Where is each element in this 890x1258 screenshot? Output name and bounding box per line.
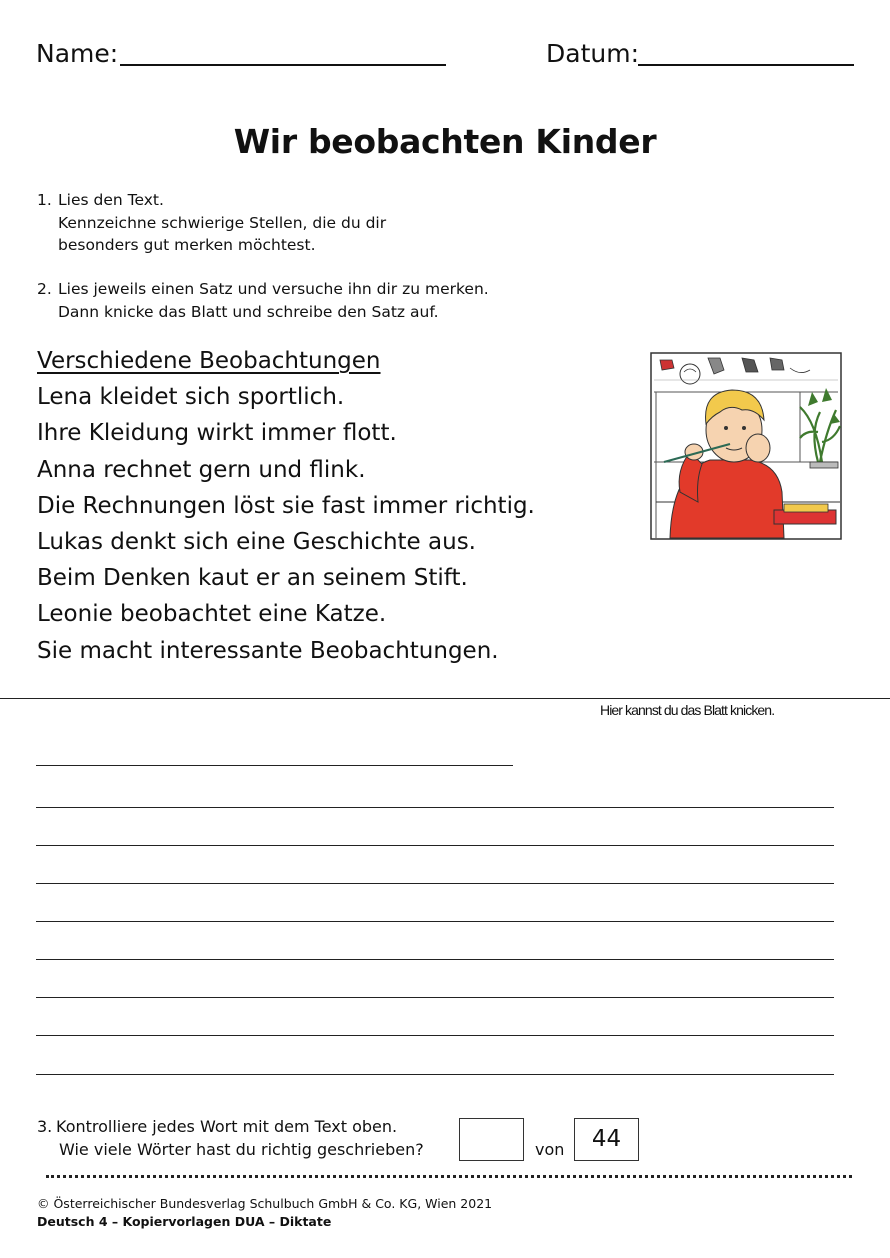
footer-series [37, 1214, 331, 1229]
task-2-line: Lies jeweils einen Satz und versuche ihn dir zu merken. [58, 280, 489, 298]
story-sentence: Die Rechnungen löst sie fast immer richtig. [37, 492, 535, 519]
story-sentence: Anna rechnet gern und flink. [37, 456, 366, 483]
date-label: Datum: [546, 39, 639, 68]
correct-words-box[interactable] [459, 1118, 524, 1161]
name-field[interactable] [120, 64, 446, 66]
writing-line[interactable] [36, 997, 834, 998]
task-2-number: 2. [37, 280, 52, 298]
story-text [37, 343, 637, 669]
writing-line[interactable] [36, 1035, 834, 1036]
task-1-line: Lies den Text. [58, 191, 164, 209]
task-2-line: Dann knicke das Blatt und schreibe den Satz auf. [58, 302, 439, 321]
name-label: Name: [36, 39, 119, 68]
story-sentence: Lena kleidet sich sportlich. [37, 384, 345, 411]
story-sentence: Lukas denkt sich eine Geschichte aus. [37, 529, 476, 556]
story-sentence: Leonie beobachtet eine Katze. [37, 601, 387, 628]
writing-line[interactable] [36, 921, 834, 922]
task-1-number: 1. [37, 191, 52, 209]
fold-line[interactable] [0, 698, 890, 699]
fold-hint: Hier kannst du das Blatt knicken. [600, 702, 775, 718]
footer-series-text: Deutsch 4 – Kopiervorlagen DUA – Diktate [37, 1214, 332, 1229]
writing-line[interactable] [36, 765, 513, 766]
boy-thinking-illustration [650, 352, 842, 540]
writing-line[interactable] [36, 807, 834, 808]
von-label: von [535, 1140, 565, 1159]
task-1 [37, 189, 557, 257]
writing-line[interactable] [36, 883, 834, 884]
writing-line[interactable] [36, 845, 834, 846]
dotted-cut-line [46, 1175, 852, 1178]
footer-copyright: © Österreichischer Bundesverlag Schulbuch GmbH & Co. KG, Wien 2021 [37, 1196, 493, 1211]
writing-line[interactable] [36, 959, 834, 960]
task-1-line: Kennzeichne schwierige Stellen, die du dir [58, 213, 387, 232]
task-3-number: 3. [37, 1117, 53, 1136]
page-title: Wir beobachten Kinder [233, 122, 657, 161]
total-words-box [574, 1118, 639, 1161]
task-3-line: Kontrolliere jedes Wort mit dem Text oben. [56, 1117, 398, 1136]
story-heading: Verschiedene Beobachtungen [37, 348, 381, 374]
task-3-line: Wie viele Wörter hast du richtig geschrieben? [59, 1139, 424, 1159]
task-1-line: besonders gut merken möchtest. [58, 236, 316, 254]
writing-line[interactable] [36, 1074, 834, 1075]
story-sentence: Ihre Kleidung wirkt immer flott. [37, 420, 397, 447]
total-words-value: 44 [591, 1126, 622, 1152]
task-3 [37, 1116, 457, 1161]
story-sentence: Sie macht interessante Beobachtungen. [37, 637, 499, 664]
story-sentence: Beim Denken kaut er an seinem Stift. [37, 565, 468, 592]
task-2 [37, 278, 597, 323]
date-field[interactable] [638, 64, 854, 66]
